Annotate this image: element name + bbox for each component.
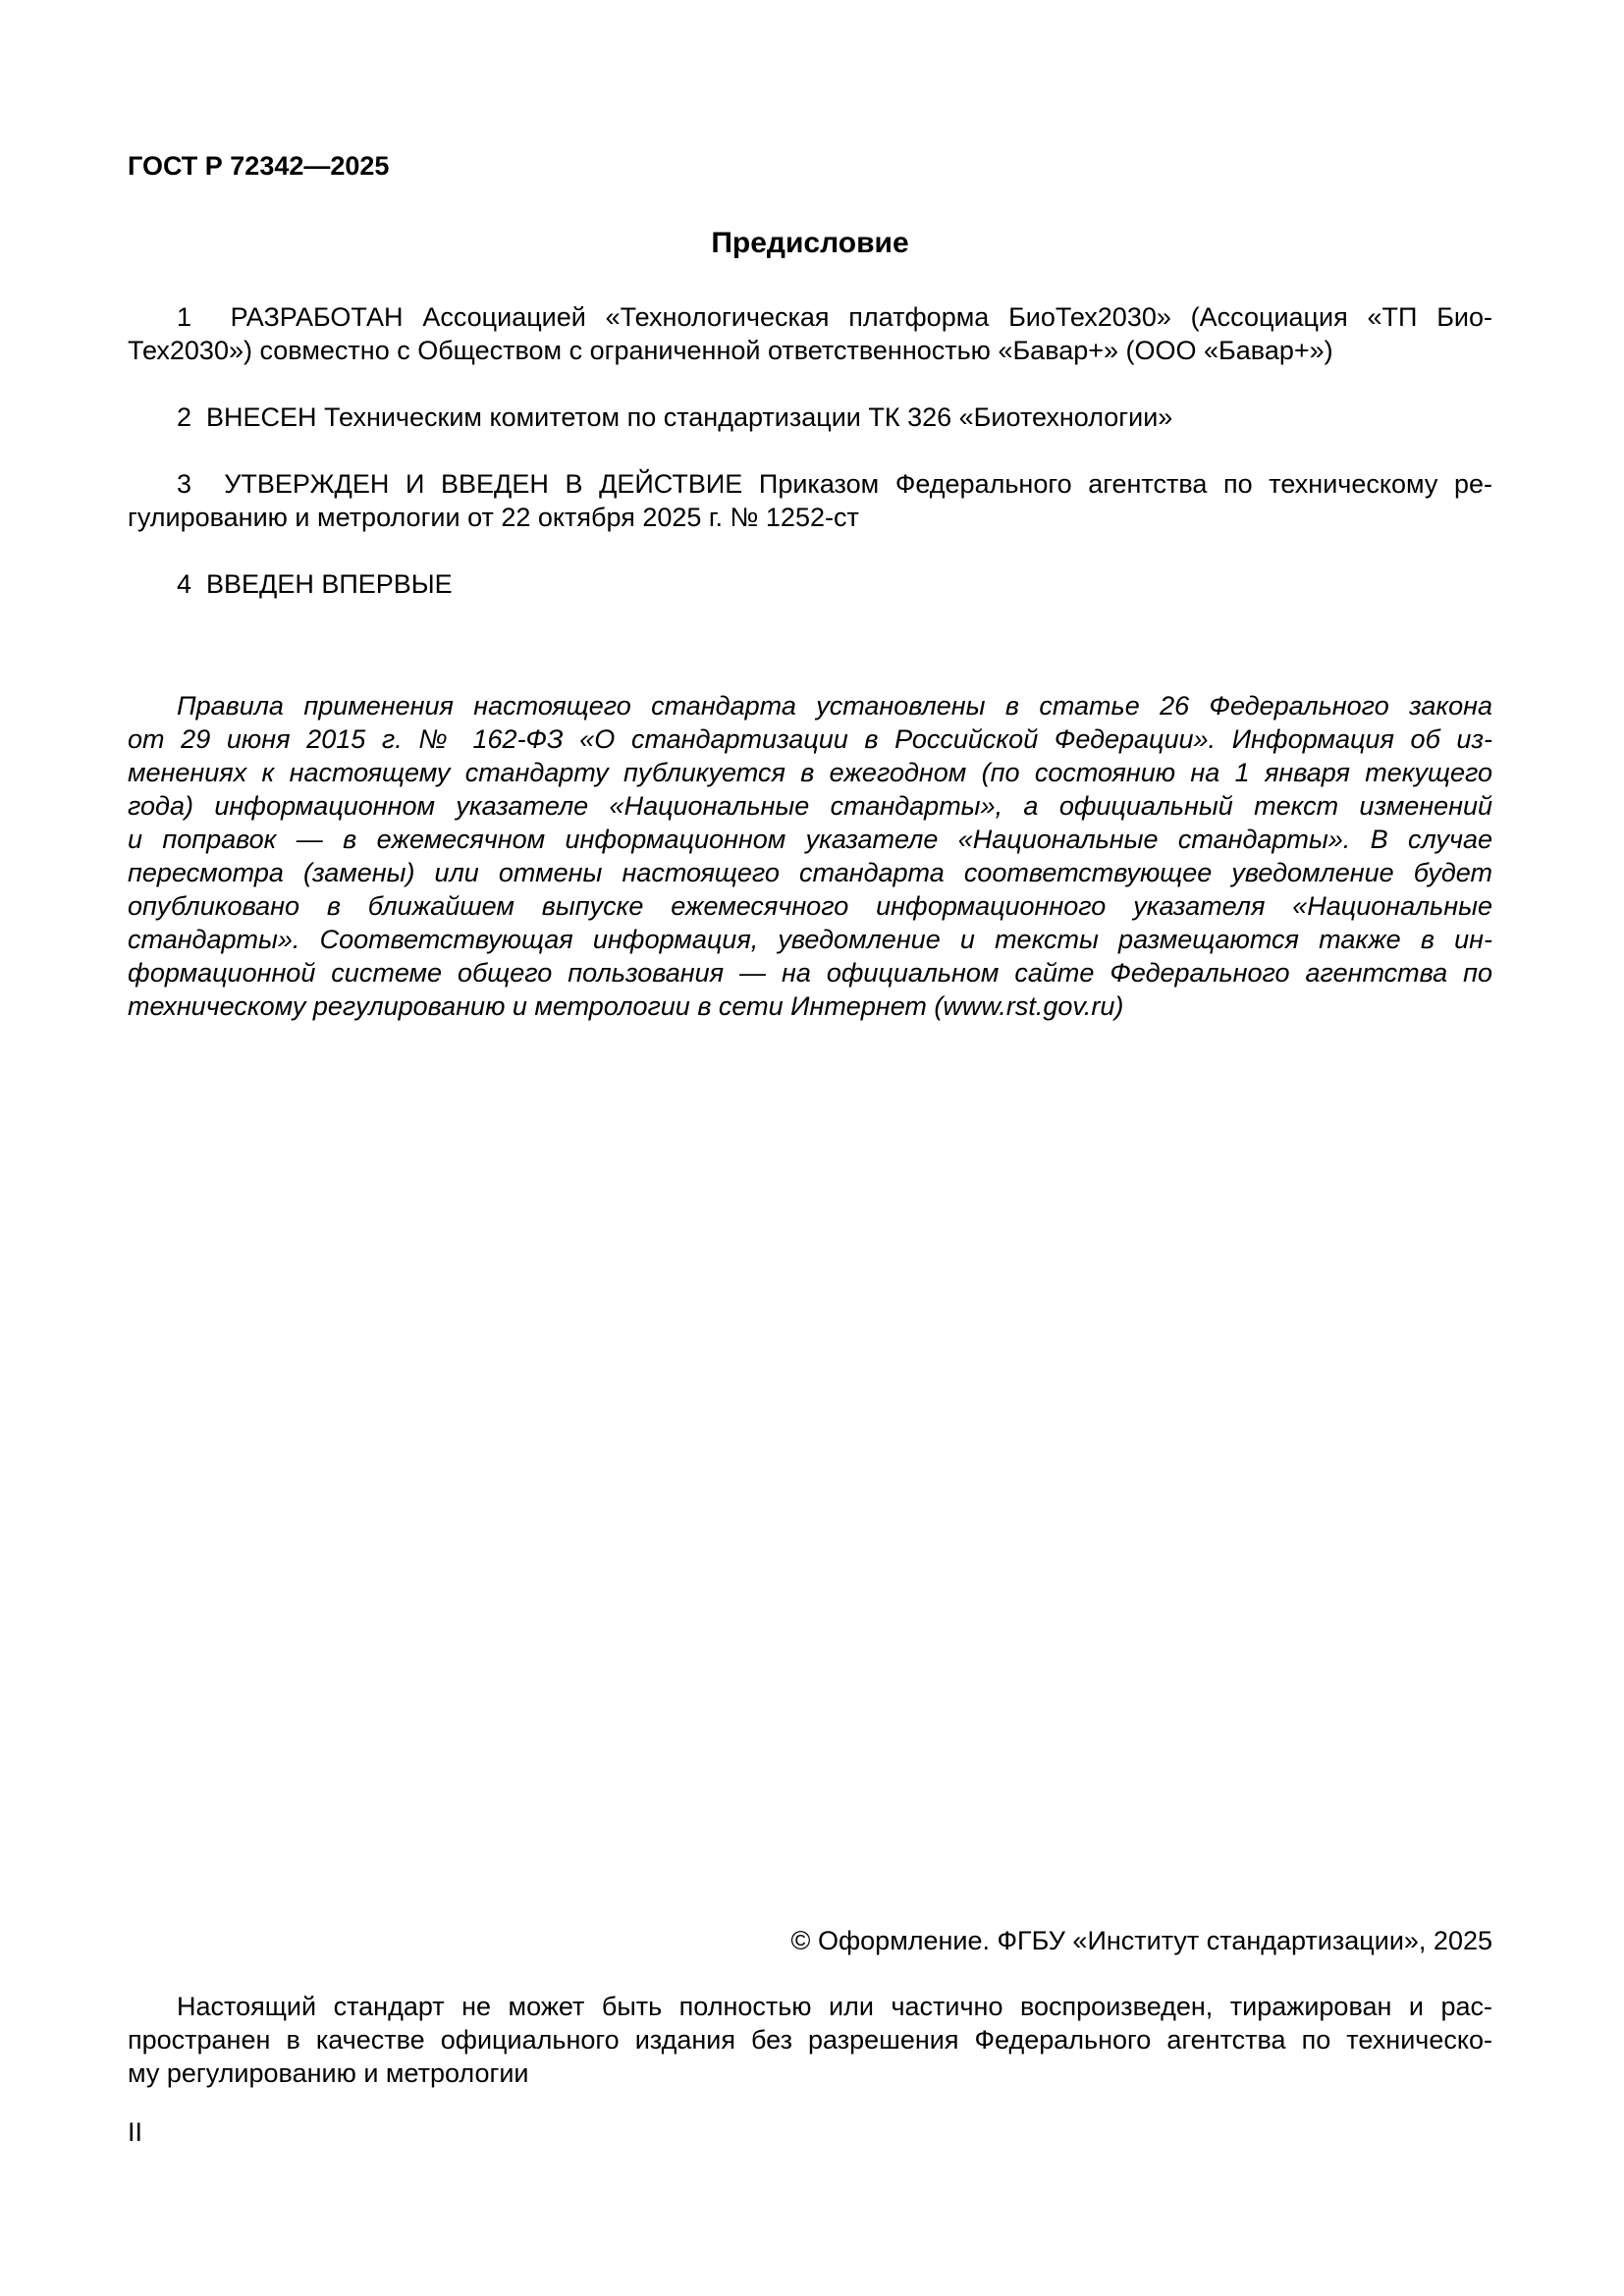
text-line: года) информационном указателе «Национальные стандарты», а официальный текст изменений — [128, 791, 1492, 821]
text-line: и поправок — в ежемесячном информационном указателе «Национальные стандарты». В случае — [128, 825, 1492, 854]
text-line: Тех2030») совместно с Обществом с ограниченной ответственностью «Бавар+» (ООО «Бавар+») — [128, 336, 1333, 365]
text-line: 1 РАЗРАБОТАН Ассоциацией «Технологическая платформа БиоТех2030» (Ассоциация «ТП Био- — [177, 302, 1492, 332]
foreword-item-1 — [128, 300, 1492, 367]
text-line: му регулированию и метрологии — [128, 2058, 529, 2088]
page-number: II — [128, 2117, 143, 2147]
foreword-item-4 — [128, 567, 1492, 601]
text-line: пересмотра (замены) или отмены настоящего стандарта соответствующее уведомление будет — [128, 858, 1492, 887]
copyright-line: © Оформление. ФГБУ «Институт стандартизации», 2025 — [790, 1926, 1492, 1955]
document-code: ГОСТ Р 72342—2025 — [128, 151, 390, 181]
text-line: менениях к настоящему стандарту публикуется в ежегодном (по состоянию на 1 января текущего — [128, 758, 1492, 787]
foreword-item-3 — [128, 467, 1492, 534]
text-line: Правила применения настоящего стандарта установлены в статье 26 Федерального закона — [177, 691, 1492, 721]
text-line: гулированию и метрологии от 22 октября 2025 г. № 1252-ст — [128, 503, 859, 532]
legal-application-notice — [128, 689, 1492, 1023]
text-line: техническому регулированию и метрологии в сети Интернет (www.rst.gov.ru) — [128, 991, 1124, 1021]
text-line: 4 ВВЕДЕН ВПЕРВЫЕ — [177, 569, 453, 599]
text-line: формационной системе общего пользования — на официальном сайте Федерального агентства по — [128, 958, 1492, 988]
text-line: опубликовано в ближайшем выпуске ежемесячного информационного указателя «Национальные — [128, 891, 1492, 921]
page-title: Предисловие — [711, 227, 909, 259]
text-line: стандарты». Соответствующая информация, уведомление и тексты размещаются также в ин- — [128, 925, 1492, 954]
reproduction-notice — [128, 1990, 1492, 2090]
text-line: Настоящий стандарт не может быть полностью или частично воспроизведен, тиражирован и рас- — [177, 1992, 1492, 2021]
text-line: 3 УТВЕРЖДЕН И ВВЕДЕН В ДЕЙСТВИЕ Приказом Федерального агентства по техническому ре- — [177, 469, 1492, 499]
foreword-item-2 — [128, 400, 1492, 434]
text-line: от 29 июня 2015 г. № 162-ФЗ «О стандартизации в Российской Федерации». Информация об из- — [128, 724, 1492, 754]
text-line: 2 ВНЕСЕН Техническим комитетом по стандартизации ТК 326 «Биотехнологии» — [177, 402, 1173, 432]
text-line: пространен в качестве официального издания без разрешения Федерального агентства по техническо- — [128, 2025, 1492, 2055]
